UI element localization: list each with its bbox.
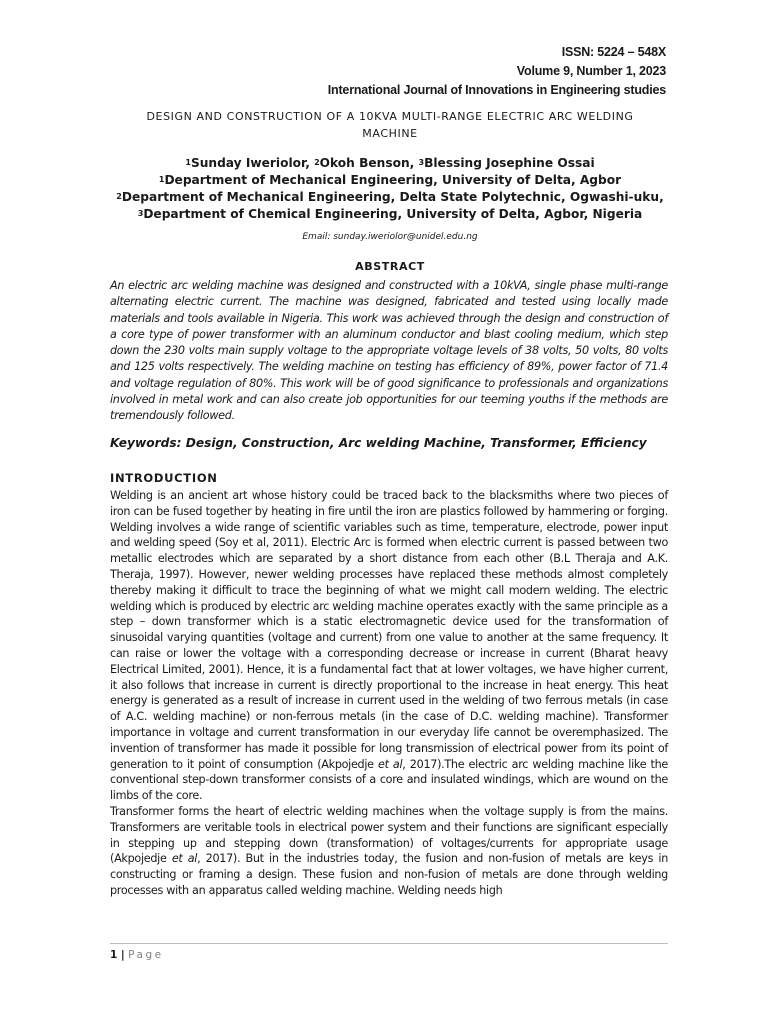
paragraph-2-et-al: et al (171, 852, 198, 866)
page-footer (110, 949, 164, 961)
footer-divider (110, 943, 668, 944)
paragraph-1-text-b: , 2017).The electric arc welding machine like the conventional step-down transformer consists of a core and insulated windings, which are wound on the limbs of the core. (110, 757, 668, 803)
journal-name: International Journal of Innovations in Engineering studies (327, 83, 666, 97)
affiliation-1 (100, 172, 680, 189)
author-2-marker: 2 (314, 158, 320, 167)
paper-title-line-2: MACHINE (362, 127, 418, 140)
author-2-name: Okoh Benson, (319, 156, 419, 170)
affiliation-2-text: Department of Mechanical Engineering, Delta State Polytechnic, Ogwashi-uku, (121, 190, 664, 204)
author-3-name: Blessing Josephine Ossai (424, 156, 595, 170)
affiliation-2-marker: 2 (116, 192, 122, 201)
affiliation-1-text: Department of Mechanical Engineering, University of Delta, Agbor (164, 173, 622, 187)
author-1-marker: 1 (185, 158, 191, 167)
affiliation-2 (100, 189, 680, 206)
paper-title-line-1: DESIGN AND CONSTRUCTION OF A 10KVA MULTI-RANGE ELECTRIC ARC WELDING (146, 110, 634, 123)
author-names (100, 155, 680, 172)
paper-title (110, 108, 670, 142)
introduction-heading: INTRODUCTION (110, 471, 218, 485)
paragraph-2-text-a: Transformer forms the heart of electric welding machines when the voltage supply is from the mains. Transformers are veritable tools in electrical power system and their functions are significant especially in stepping up and stepping down (transformation) of voltages/currents for appropriate usage (Akpojedje (110, 804, 668, 866)
introduction-paragraph-1 (110, 488, 668, 804)
keywords: Keywords: Design, Construction, Arc welding Machine, Transformer, Efficiency (110, 436, 647, 450)
paragraph-2-text-b: , 2017). But in the industries today, the fusion and non-fusion of metals are keys in constructing or framing a design. These fusion and non-fusion of metals are done through welding processes with an apparatus called welding machine. Welding needs high (110, 852, 668, 897)
issn: ISSN: 5224 – 548X (561, 45, 666, 59)
affiliation-3-marker: 3 (137, 209, 144, 218)
volume-number: Volume 9, Number 1, 2023 (516, 64, 666, 78)
introduction-paragraph-2 (110, 804, 668, 899)
page-label: Page (128, 949, 164, 961)
page-number: 1 (110, 949, 118, 961)
journal-header (328, 43, 666, 100)
author-3-marker: 3 (418, 158, 425, 167)
author-block (100, 155, 680, 223)
abstract-heading: ABSTRACT (355, 260, 425, 273)
introduction-body (110, 488, 668, 899)
paragraph-1-et-al: et al (378, 757, 403, 771)
affiliation-3 (100, 206, 680, 223)
author-email: Email: sunday.iweriolor@unidel.edu.ng (302, 232, 478, 242)
affiliation-3-text: Department of Chemical Engineering, University of Delta, Agbor, Nigeria (143, 207, 643, 221)
paragraph-1-text-a: Welding is an ancient art whose history could be traced back to the blacksmiths where two pieces of iron can be fused together by heating in fire until the iron are plastics followed by hammering or forging. Welding involves a wide range of scientific variables such as time, temperature, electrode, power input and welding speed (Soy et al, 2011). Electric Arc is formed when electric current is passed between two metallic electrodes which are separated by a short distance from each other (B.L Theraja and A.K. Theraja, 1997). However, newer welding processes have replaced these methods almost completely thereby making it difficult to trace the beginning of what we might call modern welding. The electric welding which is produced by electric arc welding machine operates exactly with the same principle as a step – down transformer which is a static electromagnetic device used for the transformation of sinusoidal varying quantities (voltage and current) from one value to another at the same frequency. It can raise or lower the voltage with a corresponding decrease or increase in current (Bharat heavy Electrical Limited, 2001). Hence, it is a fundamental fact that at lower voltages, we have higher current, it also follows that increase in current is directly proportional to the increase in heat energy. This heat energy is generated as a result of increase in current used in the welding of two ferrous metals (in case of A.C. welding machine) or non-ferrous metals (in the case of D.C. welding machine). Transformer importance in voltage and current transformation in our everyday life cannot be overemphasized. The invention of transformer has made it possible for long transmission of electrical power from its point of generation to it point of consumption (Akpojedje (110, 489, 668, 771)
abstract-text: An electric arc welding machine was designed and constructed with a 10kVA, single phase multi-range alternating electric current. The machine was designed, fabricated and tested using locally made materials and tools available in Nigeria. This work was achieved through the design and construction of a core type of power transformer with an aluminum conductor and blast cooling medium, which step down the 230 volts main supply voltage to the appropriate voltage levels of 38 volts, 50 volts, 80 volts and 125 volts respectively. The welding machine on testing has efficiency of 89%, power factor of 71.4 and voltage regulation of 80%. This work will be of good significance to professionals and organizations involved in metal work and can also create job opportunities for our teeming youths if the methods are tremendously followed. (110, 279, 668, 423)
footer-separator: | (120, 949, 126, 961)
author-1-name: Sunday Iweriolor, (190, 156, 315, 170)
affiliation-1-marker: 1 (158, 175, 165, 184)
